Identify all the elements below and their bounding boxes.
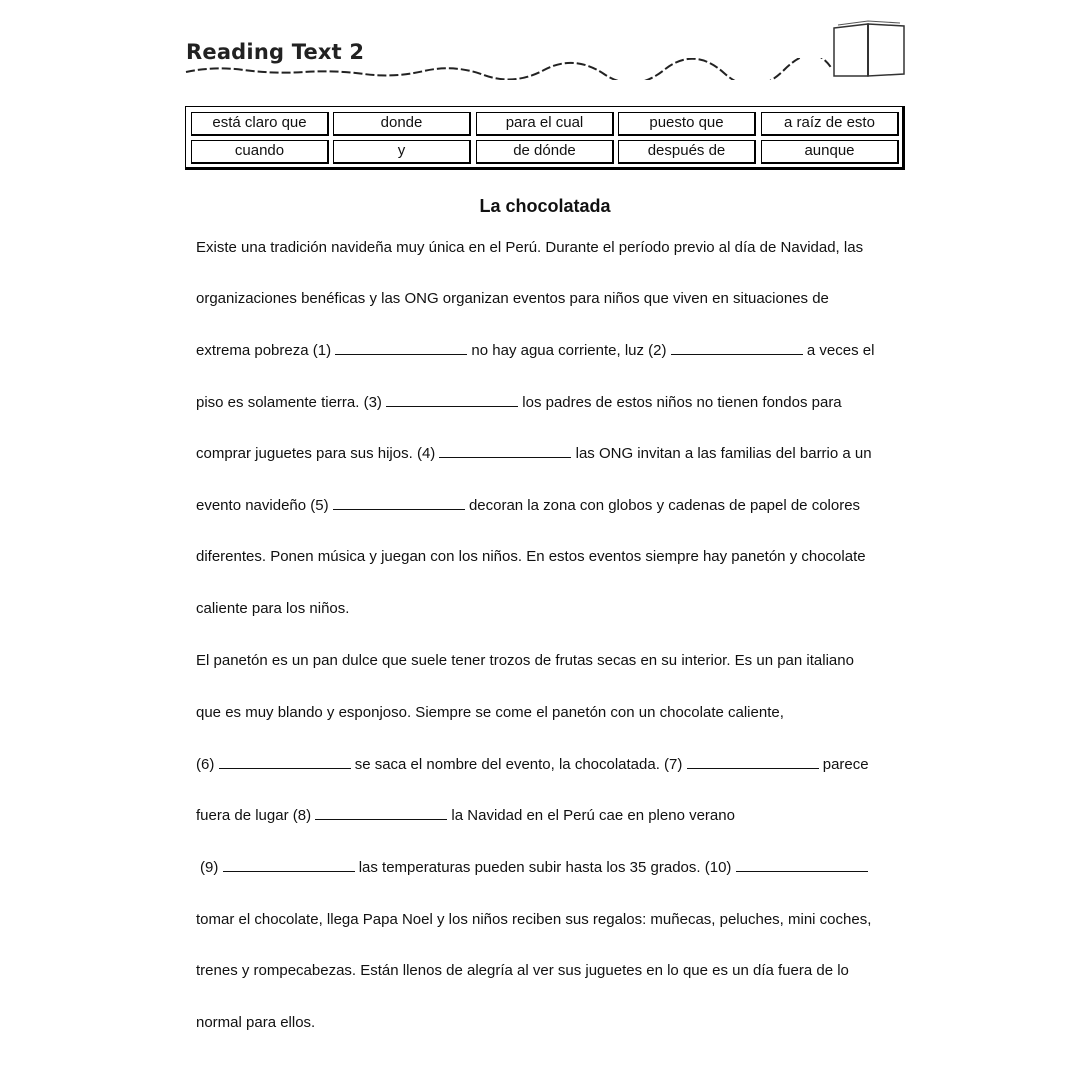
answer-blank-10[interactable] — [736, 870, 868, 872]
word-bank-cell: y — [333, 140, 471, 164]
text-line — [196, 807, 735, 824]
answer-blank-6[interactable] — [219, 767, 351, 769]
word-bank-cell: aunque — [761, 140, 899, 164]
text-line — [196, 756, 869, 773]
answer-blank-3[interactable] — [386, 405, 518, 407]
answer-blank-5[interactable] — [333, 508, 465, 510]
word-bank-cell: puesto que — [618, 112, 756, 136]
answer-blank-9[interactable] — [223, 870, 355, 872]
text-line: organizaciones benéficas y las ONG organizan eventos para niños que viven en situaciones de — [196, 290, 829, 307]
text-line: tomar el chocolate, llega Papa Noel y los niños reciben sus regalos: muñecas, peluches, mini coches, — [196, 911, 872, 928]
text-line: trenes y rompecabezas. Están llenos de alegría al ver sus juguetes en lo que es un día fuera de lo — [196, 962, 849, 979]
text-line — [196, 342, 874, 359]
text-line: diferentes. Ponen música y juegan con los niños. En estos eventos siempre hay panetón y chocolate — [196, 548, 866, 565]
text-line: normal para ellos. — [196, 1014, 316, 1031]
word-bank-cell: está claro que — [191, 112, 329, 136]
text-segment: se saca el nombre del evento, la chocolatada. (7) — [354, 756, 683, 773]
text-segment: la Navidad en el Perú cae en pleno verano — [451, 807, 735, 824]
page-title: Reading Text 2 — [186, 40, 365, 64]
text-line: que es muy blando y esponjoso. Siempre se come el panetón con un chocolate caliente, — [196, 704, 784, 721]
document-title: La chocolatada — [479, 196, 611, 216]
text-segment: no hay agua corriente, luz (2) — [471, 342, 667, 359]
text-segment: las ONG invitan a las familias del barrio a un — [575, 445, 872, 462]
text-line: caliente para los niños. — [196, 600, 350, 617]
word-bank-table — [185, 106, 905, 170]
text-segment: las temperaturas pueden subir hasta los 35 grados. (10) — [358, 859, 732, 876]
text-segment: comprar juguetes para sus hijos. (4) — [196, 445, 436, 462]
text-segment: los padres de estos niños no tienen fondos para — [522, 394, 842, 411]
text-segment: (6) — [196, 756, 215, 773]
wavy-divider — [184, 58, 834, 80]
open-book-icon — [828, 20, 908, 80]
word-bank-cell: después de — [618, 140, 756, 164]
text-segment: piso es solamente tierra. (3) — [196, 394, 382, 411]
word-bank-cell: a raíz de esto — [761, 112, 899, 136]
answer-blank-7[interactable] — [687, 767, 819, 769]
text-line: Existe una tradición navideña muy única en el Perú. Durante el período previo al día de Navidad, las — [196, 239, 864, 256]
text-segment: decoran la zona con globos y cadenas de papel de colores — [468, 497, 861, 514]
answer-blank-2[interactable] — [671, 353, 803, 355]
text-line — [196, 497, 860, 514]
text-line: El panetón es un pan dulce que suele tener trozos de frutas secas en su interior. Es un pan italiano — [196, 652, 854, 669]
text-line — [200, 859, 868, 876]
answer-blank-4[interactable] — [439, 456, 571, 458]
answer-blank-8[interactable] — [315, 818, 447, 820]
text-segment: fuera de lugar (8) — [196, 807, 312, 824]
word-bank-cell: cuando — [191, 140, 329, 164]
word-bank-cell: para el cual — [476, 112, 614, 136]
text-segment: extrema pobreza (1) — [196, 342, 332, 359]
text-line — [196, 445, 872, 462]
text-segment: (9) — [200, 859, 219, 876]
answer-blank-1[interactable] — [335, 353, 467, 355]
text-segment: parece — [822, 756, 869, 773]
word-bank-cell: donde — [333, 112, 471, 136]
text-segment: evento navideño (5) — [196, 497, 329, 514]
text-line — [196, 394, 842, 411]
text-segment: a veces el — [806, 342, 875, 359]
word-bank-cell: de dónde — [476, 140, 614, 164]
